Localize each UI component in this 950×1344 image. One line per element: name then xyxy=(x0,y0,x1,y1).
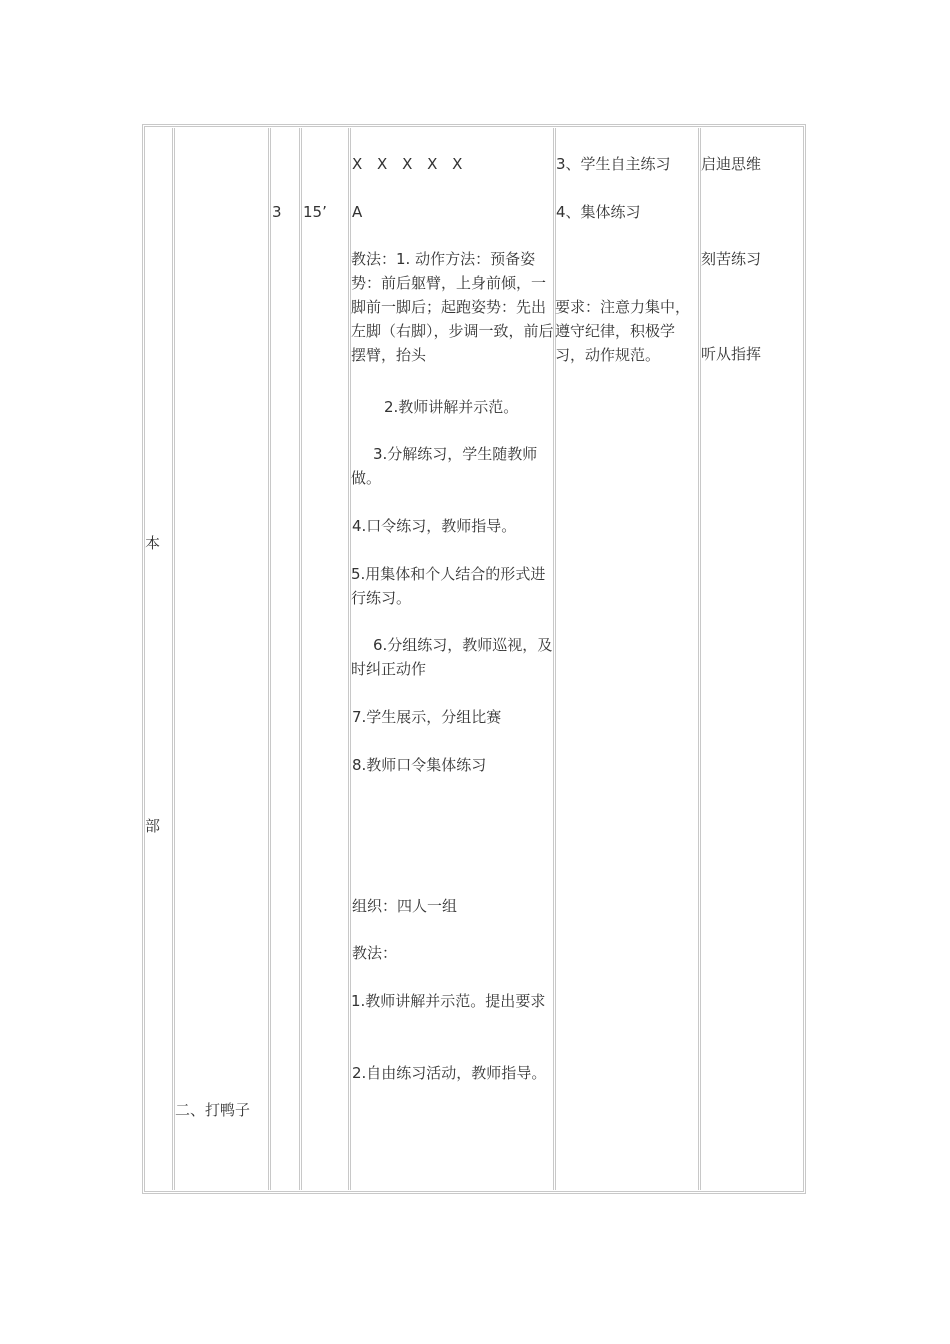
method-description: 教法：1. 动作方法：预备姿势：前后躯臂，上身前倾，一脚前一脚后；起跑姿势：先出左脚（右脚），步调一致，前后摆臂，抬头 xyxy=(351,250,554,364)
time-value: 15’ xyxy=(303,203,327,221)
count-value: 3 xyxy=(272,203,282,221)
organization-note: 组织：四人一组 xyxy=(352,897,458,915)
formation-row: X X X X X xyxy=(352,155,468,173)
student-activity: 4、集体练习 xyxy=(556,203,641,221)
method-step: 7.学生展示，分组比赛 xyxy=(352,708,502,726)
content-item: 二、打鸭子 xyxy=(175,1101,251,1119)
student-activity: 3、学生自主练习 xyxy=(556,155,671,173)
section-char-ben: 本 xyxy=(145,534,161,552)
column-divider xyxy=(299,128,302,1190)
method-step: 6.分组练习，教师巡视，及时纠正动作 xyxy=(351,636,553,678)
teacher-position: A xyxy=(352,203,363,221)
goal-item: 刻苦练习 xyxy=(701,250,762,268)
goal-item: 启迪思维 xyxy=(701,155,762,173)
method-step: 3.分解练习，学生随教师做。 xyxy=(351,445,538,487)
method-heading: 教法： xyxy=(352,944,398,962)
method-step: 4.口令练习，教师指导。 xyxy=(352,517,517,535)
column-divider xyxy=(698,128,701,1190)
column-divider xyxy=(172,128,175,1190)
method-step: 1.教师讲解并示范。提出要求 xyxy=(351,992,546,1010)
method-step: 5.用集体和个人结合的形式进行练习。 xyxy=(351,565,546,607)
student-requirement: 要求：注意力集中，遵守纪律，积极学习，动作规范。 xyxy=(555,298,691,364)
column-divider xyxy=(268,128,271,1190)
method-step: 2.自由练习活动，教师指导。 xyxy=(352,1064,547,1082)
goal-item: 听从指挥 xyxy=(701,345,762,363)
section-char-bu: 部 xyxy=(145,817,161,835)
method-step: 8.教师口令集体练习 xyxy=(352,756,487,774)
method-step: 2.教师讲解并示范。 xyxy=(384,398,519,416)
